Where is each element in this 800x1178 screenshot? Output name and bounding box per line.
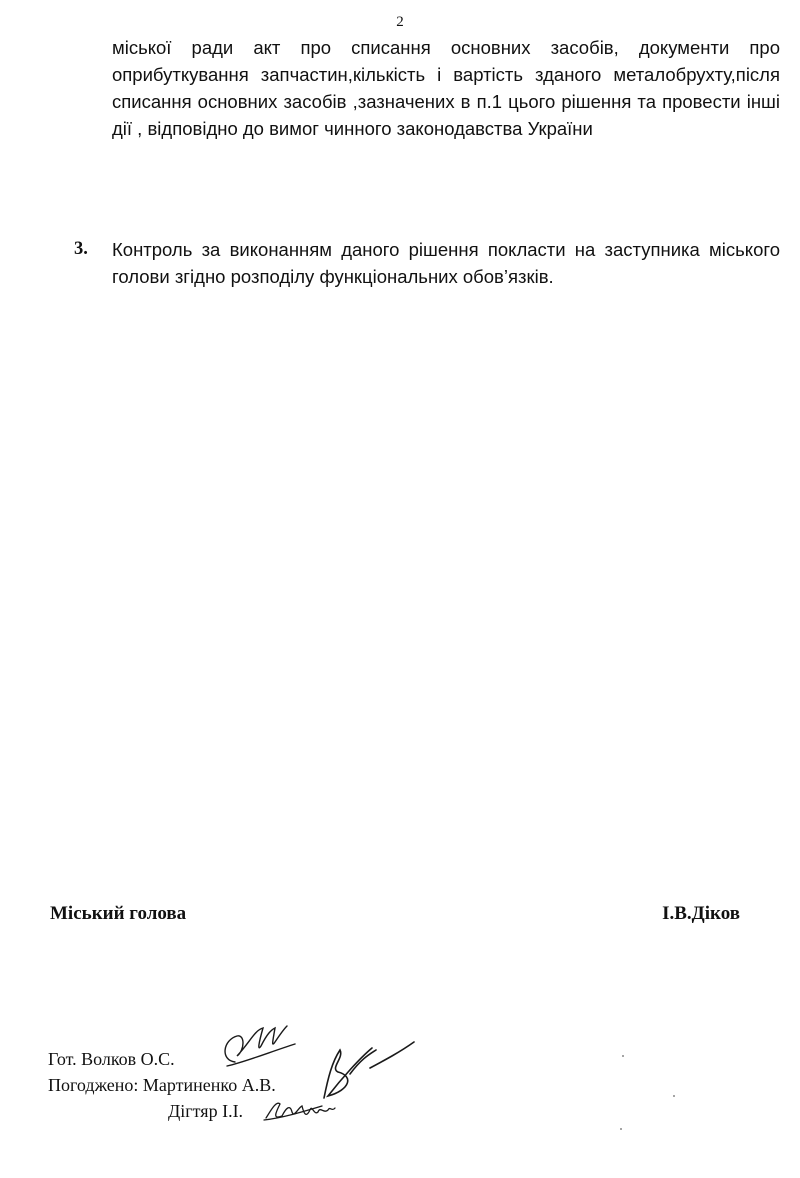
agreed-by-2: Дігтяр І.І. — [168, 1101, 244, 1121]
page-number: 2 — [396, 14, 404, 30]
mayor-name: І.В.Діков — [662, 903, 740, 924]
prepared-by: Гот. Волков О.С. — [48, 1049, 175, 1069]
item-3-text: Контроль за виконанням даного рішення покласти на заступника міського голови згідно розподілу функціональних обов’язків. — [112, 239, 780, 287]
signature-volkov-icon — [215, 1022, 300, 1072]
signature-digtiar-icon — [262, 1090, 337, 1128]
paragraph-continuation: міської ради акт про списання основних засобів, документи про оприбуткування запчастин,кількість і вартість зданого металобрухту,після списання основних засобів ,зазначених в п.1 цього рішення та провести інші дії , відповідно до вимог чинного законодавства України — [112, 37, 780, 139]
scan-speck — [620, 1128, 622, 1130]
agreed-by-1: Погоджено: Мартиненко А.В. — [48, 1075, 276, 1095]
mayor-title: Міський голова — [50, 903, 187, 924]
item-3-number: 3. — [74, 239, 88, 259]
scan-speck — [622, 1055, 624, 1057]
scan-speck — [673, 1095, 675, 1097]
